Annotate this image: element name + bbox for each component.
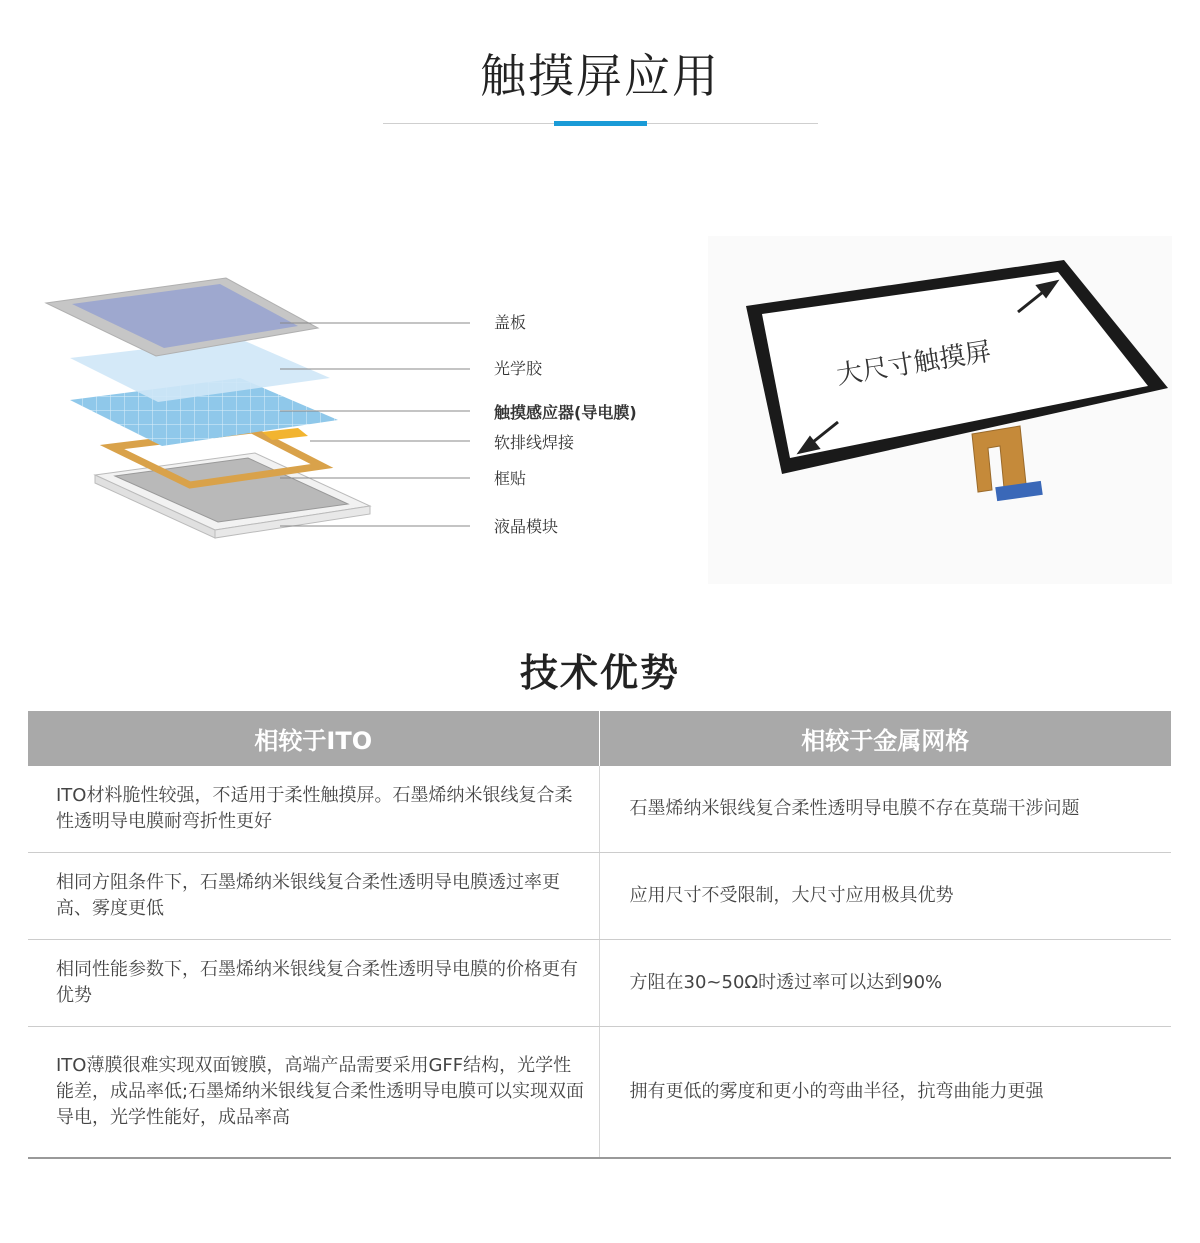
header-vs-metal-mesh: 相较于金属网格	[599, 711, 1171, 766]
label-frame-tape: 框贴	[494, 469, 527, 488]
label-cover: 盖板	[494, 313, 527, 332]
table-cell: ITO薄膜很难实现双面镀膜，高端产品需要采用GFF结构，光学性能差，成品率低;石墨烯纳米银线复合柔性透明导电膜可以实现双面导电，光学性能好，成品率高	[28, 1027, 599, 1159]
table-cell: 方阻在30~50Ω时透过率可以达到90%	[599, 940, 1171, 1027]
table-cell: 石墨烯纳米银线复合柔性透明导电膜不存在莫瑞干涉问题	[599, 766, 1171, 853]
fpc-cable	[972, 426, 1026, 492]
cover-glass-layer	[46, 278, 318, 356]
layer-stack-diagram	[40, 270, 660, 560]
label-optical-glue: 光学胶	[494, 359, 543, 378]
table-cell: 拥有更低的雾度和更小的弯曲半径，抗弯曲能力更强	[599, 1027, 1171, 1159]
table-cell: 相同方阻条件下，石墨烯纳米银线复合柔性透明导电膜透过率更高、雾度更低	[28, 853, 599, 940]
table-header-row	[28, 711, 1171, 766]
table-row	[28, 940, 1171, 1027]
header-vs-ito: 相较于ITO	[28, 711, 599, 766]
table-cell: 相同性能参数下，石墨烯纳米银线复合柔性透明导电膜的价格更有优势	[28, 940, 599, 1027]
large-touchscreen-image	[708, 236, 1172, 584]
label-fpc: 软排线焊接	[494, 433, 575, 452]
section-title-touchscreen: 触摸屏应用	[480, 49, 720, 103]
table-cell: 应用尺寸不受限制，大尺寸应用极具优势	[599, 853, 1171, 940]
table-row	[28, 853, 1171, 940]
label-sensor: 触摸感应器(导电膜)	[494, 403, 637, 422]
comparison-table	[28, 711, 1171, 1159]
title-divider-accent	[554, 121, 647, 126]
section-title-advantages: 技术优势	[519, 651, 680, 695]
table-row	[28, 766, 1171, 853]
label-lcd: 液晶模块	[494, 517, 559, 536]
table-row	[28, 1027, 1171, 1159]
large-screen-caption: 大尺寸触摸屏	[834, 336, 994, 391]
table-cell: ITO材料脆性较强，不适用于柔性触摸屏。石墨烯纳米银线复合柔性透明导电膜耐弯折性更好	[28, 766, 599, 853]
